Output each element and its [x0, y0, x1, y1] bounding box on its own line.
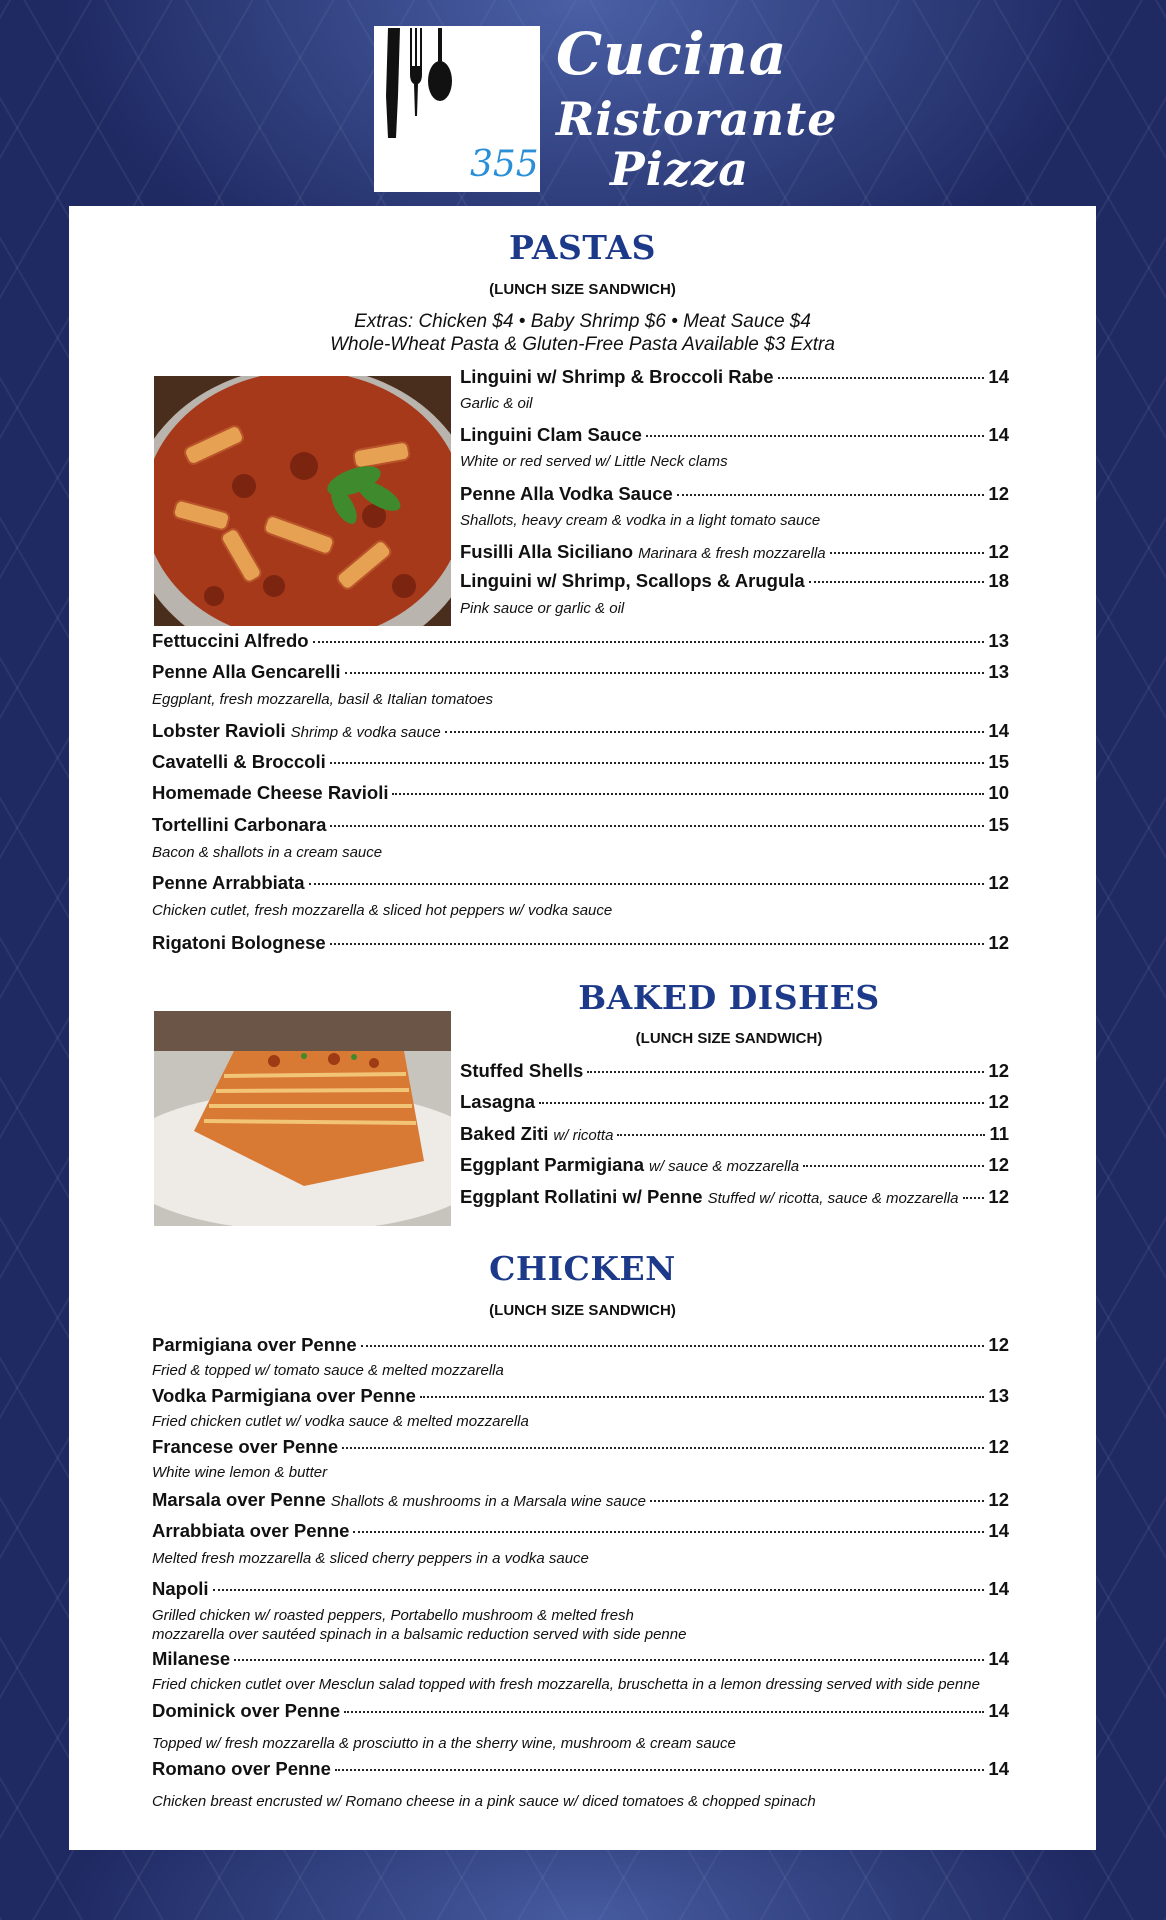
- menu-item: [460, 1123, 1009, 1149]
- menu-item-inline-desc: w/ sauce & mozzarella: [649, 1158, 800, 1175]
- dot-leader: [345, 672, 985, 674]
- menu-item-inline-desc: Stuffed w/ ricotta, sauce & mozzarella: [707, 1190, 959, 1207]
- menu-item: [152, 872, 1009, 898]
- menu-item-name: Linguini w/ Shrimp, Scallops & Arugula: [460, 570, 805, 591]
- menu-item-price: 12: [988, 1436, 1009, 1457]
- menu-item-price: 13: [988, 1385, 1009, 1406]
- logo-number: 355: [470, 144, 539, 185]
- menu-item-description: White or red served w/ Little Neck clams: [460, 453, 728, 470]
- menu-item-price: 13: [988, 630, 1009, 651]
- pastas-extras: [69, 310, 1096, 356]
- menu-item-price: 12: [988, 1186, 1009, 1207]
- dot-leader: [234, 1659, 984, 1661]
- menu-item-name: Stuffed Shells: [460, 1060, 584, 1081]
- dot-leader: [445, 731, 985, 733]
- menu-item-name: Fusilli Alla Siciliano: [460, 541, 634, 562]
- dot-leader: [617, 1134, 985, 1136]
- chicken-title: CHICKEN: [489, 1249, 676, 1288]
- brand-name-line2: Ristorante: [556, 92, 838, 146]
- dot-leader: [313, 641, 985, 643]
- menu-item-price: 12: [988, 1154, 1009, 1175]
- menu-item-name: Lobster Ravioli: [152, 720, 286, 741]
- menu-item-description: White wine lemon & butter: [152, 1464, 328, 1481]
- menu-item: [152, 782, 1009, 808]
- menu-item: [460, 424, 1009, 450]
- dot-leader: [330, 825, 984, 827]
- menu-item-description: Melted fresh mozzarella & sliced cherry peppers in a vodka sauce: [152, 1550, 589, 1567]
- menu-item-price: 15: [988, 751, 1009, 772]
- menu-item: [152, 1700, 1009, 1726]
- brand-name-line1: Cucina: [556, 20, 788, 88]
- menu-item-name: Baked Ziti: [460, 1123, 549, 1144]
- menu-item-name: Linguini w/ Shrimp & Broccoli Rabe: [460, 366, 774, 387]
- dot-leader: [646, 435, 984, 437]
- brand-name-line3: Pizza: [610, 142, 750, 196]
- dot-leader: [392, 793, 984, 795]
- menu-item: [152, 1578, 1009, 1604]
- menu-item: [152, 1648, 1009, 1674]
- lasagna-photo: [154, 1011, 451, 1226]
- menu-item-name: Penne Arrabbiata: [152, 872, 305, 893]
- menu-item-name: Lasagna: [460, 1091, 536, 1112]
- dot-leader: [335, 1769, 985, 1771]
- menu-item-price: 18: [988, 570, 1009, 591]
- menu-item-name: Eggplant Parmigiana: [460, 1154, 645, 1175]
- menu-item-name: Eggplant Rollatini w/ Penne: [460, 1186, 703, 1207]
- menu-item-price: 14: [988, 424, 1009, 445]
- dot-leader: [778, 377, 985, 379]
- menu-item-name: Tortellini Carbonara: [152, 814, 327, 835]
- menu-item: [152, 1489, 1009, 1515]
- header: [0, 0, 1166, 205]
- menu-item-price: 14: [988, 1700, 1009, 1721]
- menu-item-name: Rigatoni Bolognese: [152, 932, 326, 953]
- menu-item-price: 11: [989, 1123, 1009, 1144]
- menu-item-price: 12: [988, 1091, 1009, 1112]
- menu-item: [152, 814, 1009, 840]
- logo: [374, 26, 540, 192]
- menu-item-name: Dominick over Penne: [152, 1700, 341, 1721]
- menu-item-price: 12: [988, 932, 1009, 953]
- dot-leader: [830, 552, 985, 554]
- dot-leader: [344, 1711, 984, 1713]
- menu-item: [152, 720, 1009, 746]
- menu-item-description: Grilled chicken w/ roasted peppers, Portabello mushroom & melted fresh: [152, 1607, 634, 1624]
- dot-leader: [650, 1500, 985, 1502]
- menu-item-price: 12: [988, 1489, 1009, 1510]
- menu-item-price: 15: [988, 814, 1009, 835]
- menu-item-name: Milanese: [152, 1648, 231, 1669]
- menu-item-name: Parmigiana over Penne: [152, 1334, 357, 1355]
- menu-item-price: 12: [988, 483, 1009, 504]
- menu-item-price: 14: [988, 1648, 1009, 1669]
- menu-item: [152, 751, 1009, 777]
- menu-item: [152, 1334, 1009, 1360]
- menu-item-price: 10: [988, 782, 1009, 803]
- chicken-subtitle: (LUNCH SIZE SANDWICH): [489, 1302, 676, 1319]
- dot-leader: [420, 1396, 985, 1398]
- menu-item-name: Romano over Penne: [152, 1758, 331, 1779]
- menu-item-description: Fried chicken cutlet over Mesclun salad topped with fresh mozzarella, bruschetta in a lemon dressing served with side penne: [152, 1676, 980, 1693]
- menu-item-price: 14: [988, 366, 1009, 387]
- dot-leader: [330, 762, 985, 764]
- menu-item-name: Vodka Parmigiana over Penne: [152, 1385, 416, 1406]
- pastas-extras-line1: Extras: Chicken $4 • Baby Shrimp $6 • Meat Sauce $4: [354, 311, 811, 332]
- menu-item: [460, 1060, 1009, 1086]
- menu-item: [460, 1154, 1009, 1180]
- menu-item-inline-desc: w/ ricotta: [553, 1127, 614, 1144]
- menu-item: [152, 1758, 1009, 1784]
- dot-leader: [330, 943, 985, 945]
- dot-leader: [539, 1102, 984, 1104]
- menu-item-price: 12: [988, 1060, 1009, 1081]
- dot-leader: [963, 1197, 985, 1199]
- menu-panel: [69, 206, 1096, 1850]
- menu-item: [460, 483, 1009, 509]
- menu-item-description: Garlic & oil: [460, 395, 533, 412]
- pastas-title: PASTAS: [508, 228, 657, 267]
- dot-leader: [587, 1071, 984, 1073]
- menu-item-description: Shallots, heavy cream & vodka in a light tomato sauce: [460, 512, 821, 529]
- pastas-subtitle: (LUNCH SIZE SANDWICH): [489, 281, 676, 298]
- menu-item-description: Chicken cutlet, fresh mozzarella & sliced hot peppers w/ vodka sauce: [152, 902, 613, 919]
- menu-item-price: 13: [988, 661, 1009, 682]
- menu-item-name: Fettuccini Alfredo: [152, 630, 309, 651]
- menu-item: [152, 630, 1009, 656]
- dot-leader: [353, 1531, 984, 1533]
- menu-item: [460, 570, 1009, 596]
- dot-leader: [361, 1345, 985, 1347]
- menu-item-description: Fried chicken cutlet w/ vodka sauce & melted mozzarella: [152, 1413, 529, 1430]
- dot-leader: [342, 1447, 984, 1449]
- menu-item-description: Fried & topped w/ tomato sauce & melted mozzarella: [152, 1362, 504, 1379]
- menu-item-description: Pink sauce or garlic & oil: [460, 600, 625, 617]
- pasta-photo: [154, 376, 451, 626]
- menu-item-name: Arrabbiata over Penne: [152, 1520, 350, 1541]
- dot-leader: [677, 494, 985, 496]
- dot-leader: [803, 1165, 984, 1167]
- menu-item-description: mozzarella over sautéed spinach in a balsamic reduction served with side penne: [152, 1626, 687, 1643]
- menu-item: [460, 541, 1009, 567]
- menu-item-price: 12: [988, 1334, 1009, 1355]
- menu-item: [152, 1520, 1009, 1546]
- menu-item-price: 14: [988, 720, 1009, 741]
- menu-item-inline-desc: Marinara & fresh mozzarella: [638, 545, 826, 562]
- menu-item-price: 12: [988, 541, 1009, 562]
- dot-leader: [309, 883, 985, 885]
- menu-item-name: Penne Alla Gencarelli: [152, 661, 341, 682]
- menu-item-name: Francese over Penne: [152, 1436, 339, 1457]
- menu-item-description: Bacon & shallots in a cream sauce: [152, 844, 383, 861]
- baked-subtitle: (LUNCH SIZE SANDWICH): [635, 1030, 823, 1047]
- menu-item-inline-desc: Shrimp & vodka sauce: [290, 724, 441, 741]
- menu-item-name: Homemade Cheese Ravioli: [152, 782, 389, 803]
- menu-item-description: Topped w/ fresh mozzarella & prosciutto in a the sherry wine, mushroom & cream sauce: [152, 1735, 736, 1752]
- menu-item: [460, 366, 1009, 392]
- menu-item-name: Linguini Clam Sauce: [460, 424, 642, 445]
- menu-item: [152, 1436, 1009, 1462]
- dot-leader: [213, 1589, 985, 1591]
- menu-item-price: 14: [988, 1520, 1009, 1541]
- menu-item: [152, 1385, 1009, 1411]
- menu-item-description: Chicken breast encrusted w/ Romano cheese in a pink sauce w/ diced tomatoes & chopped spinach: [152, 1793, 816, 1810]
- menu-item-name: Marsala over Penne: [152, 1489, 326, 1510]
- dot-leader: [809, 581, 985, 583]
- menu-item-price: 14: [988, 1578, 1009, 1599]
- menu-item: [460, 1186, 1009, 1212]
- menu-item: [460, 1091, 1009, 1117]
- baked-title: BAKED DISHES: [578, 978, 880, 1017]
- menu-item-name: Napoli: [152, 1578, 209, 1599]
- menu-item-price: 12: [988, 872, 1009, 893]
- menu-item-inline-desc: Shallots & mushrooms in a Marsala wine sauce: [330, 1493, 646, 1510]
- menu-item: [152, 661, 1009, 687]
- pastas-extras-line2: Whole-Wheat Pasta & Gluten-Free Pasta Available $3 Extra: [330, 334, 835, 355]
- menu-item-description: Eggplant, fresh mozzarella, basil & Italian tomatoes: [152, 691, 494, 708]
- menu-item-name: Penne Alla Vodka Sauce: [460, 483, 673, 504]
- menu-item: [152, 932, 1009, 958]
- menu-item-name: Cavatelli & Broccoli: [152, 751, 326, 772]
- menu-item-price: 14: [988, 1758, 1009, 1779]
